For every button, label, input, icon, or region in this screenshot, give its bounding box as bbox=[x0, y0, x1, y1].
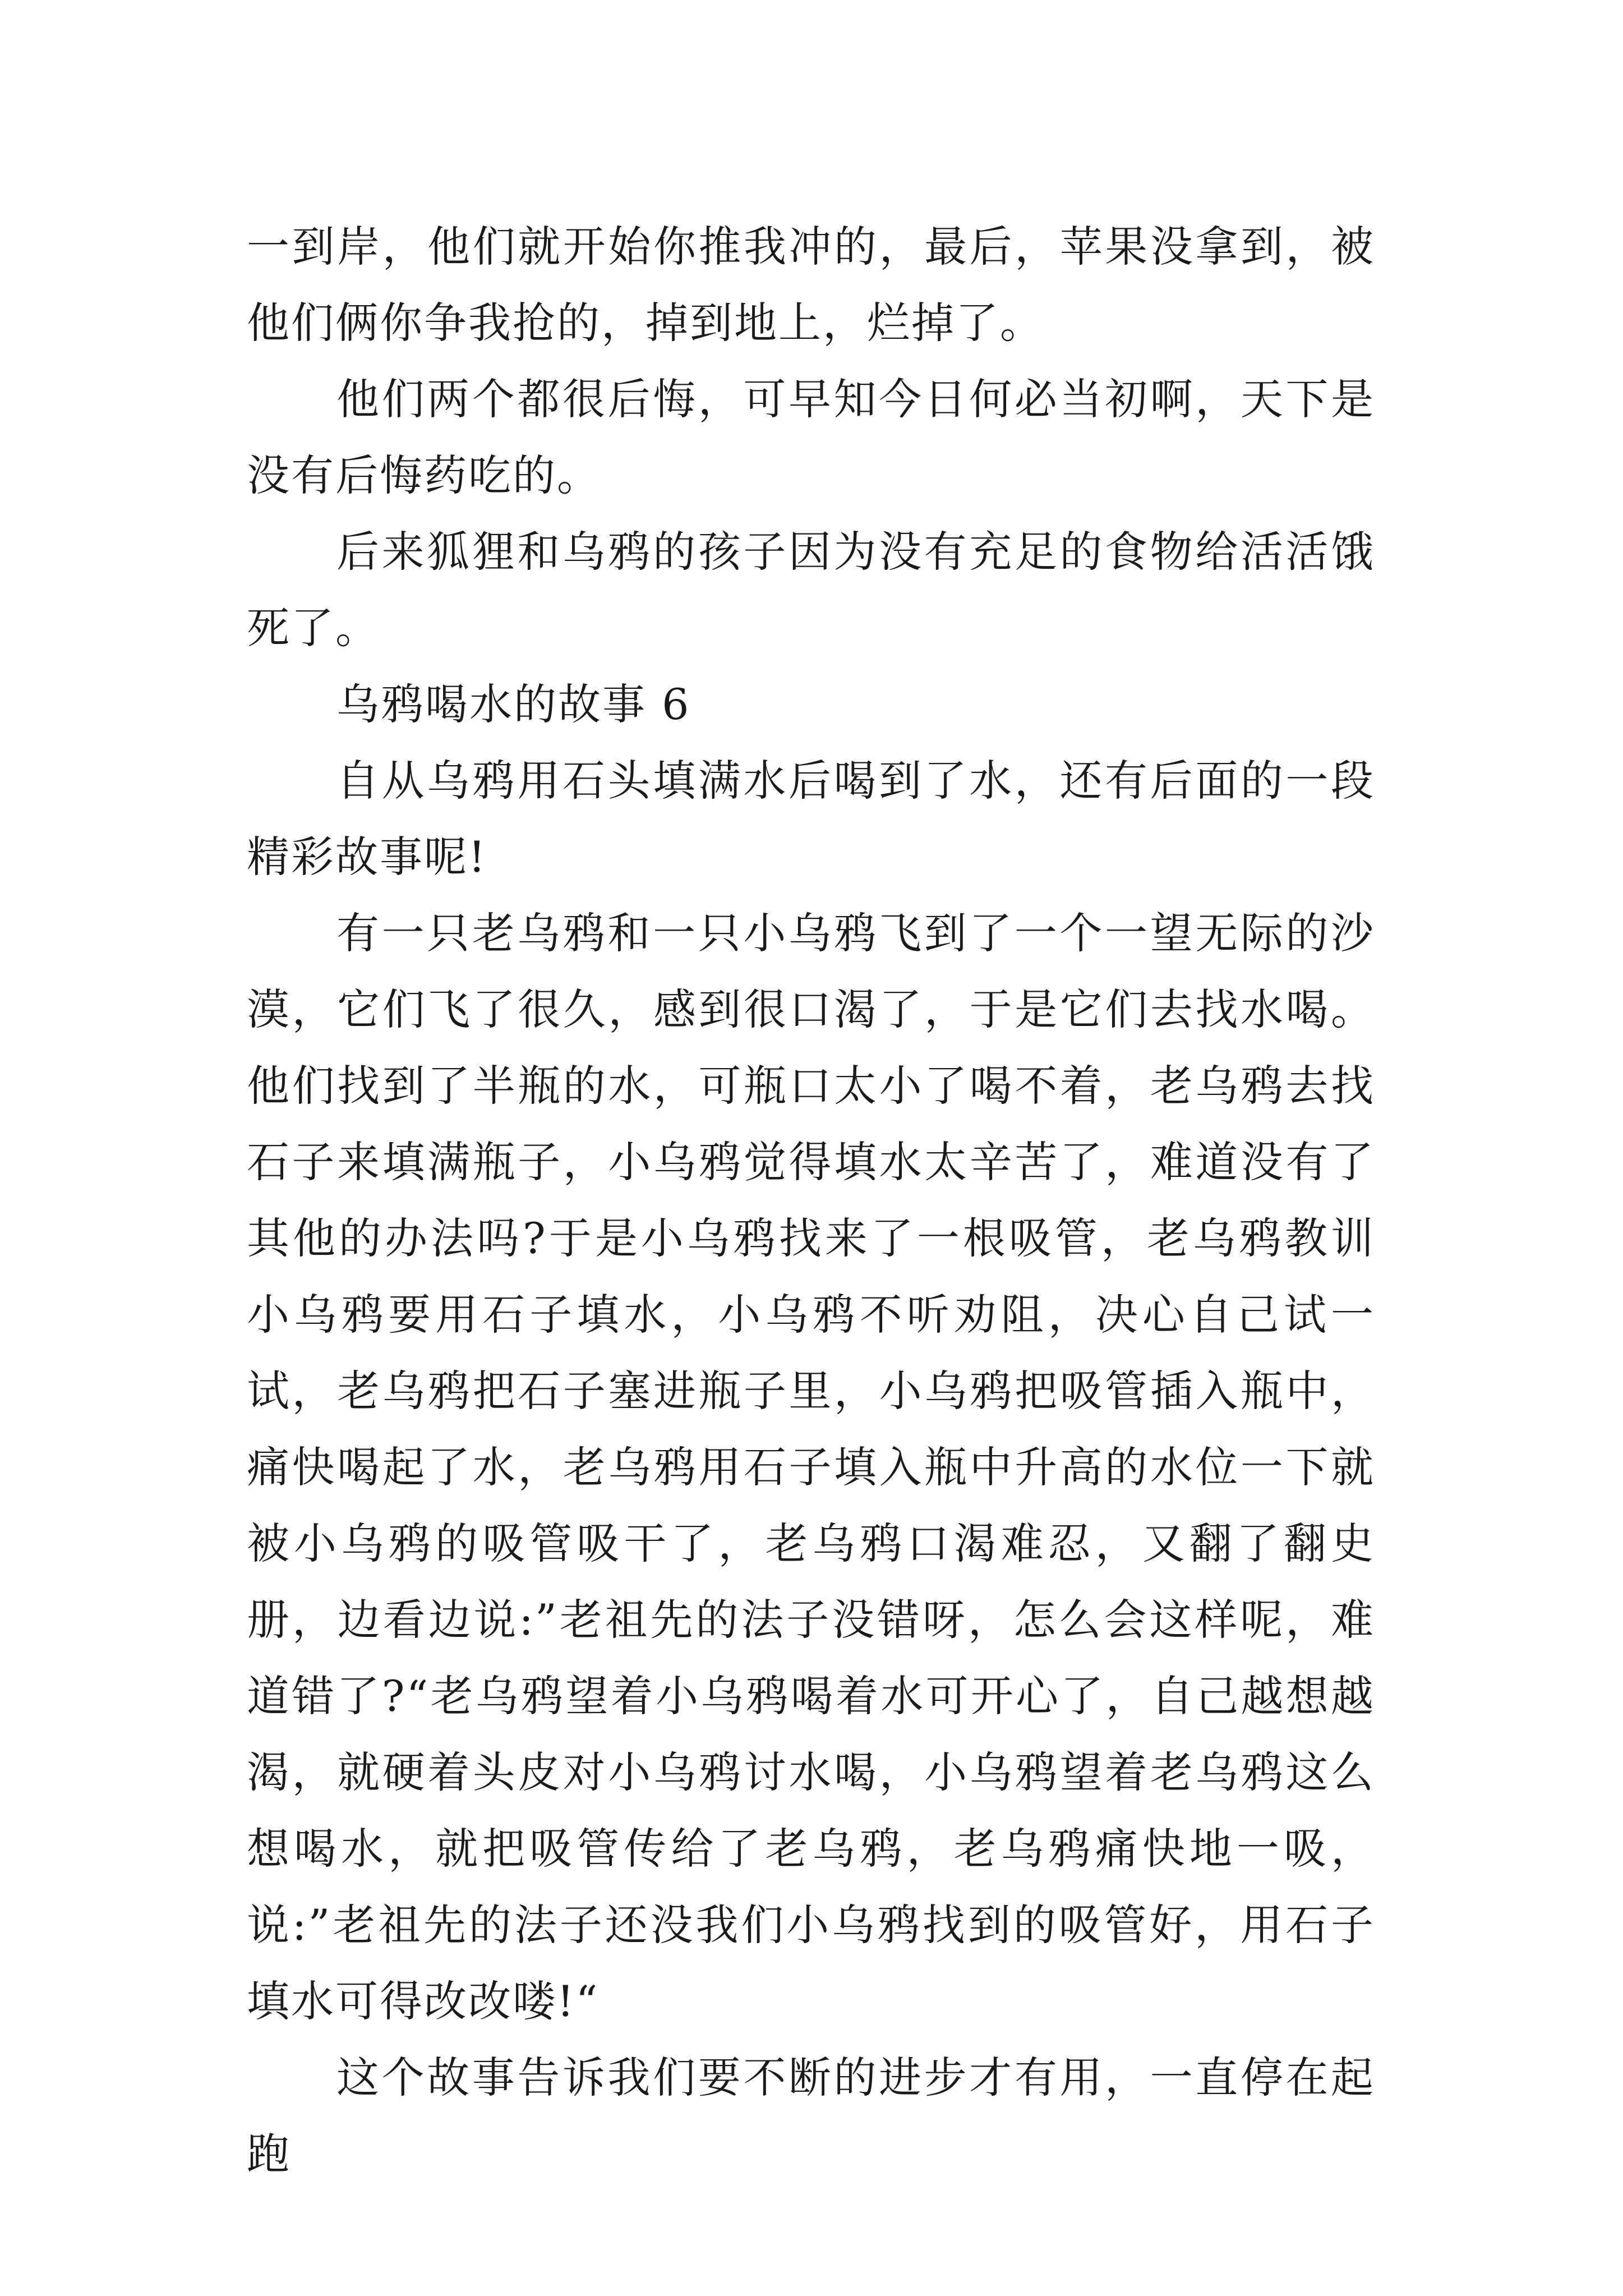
paragraph: 一到岸，他们就开始你推我冲的，最后，苹果没拿到，被他们俩你争我抢的，掉到地上，烂掉了。 bbox=[247, 222, 1375, 348]
paragraph: 有一只老乌鸦和一只小乌鸦飞到了一个一望无际的沙漠，它们飞了很久，感到很口渴了，于是它们去找水喝。他们找到了半瓶的水，可瓶口太小了喝不着，老乌鸦去找石子来填满瓶子，小乌鸦觉得填水太辛苦了，难道没有了其他的办法吗?于是小乌鸦找来了一根吸管，老乌鸦教训小乌鸦要用石子填水，小乌鸦不听劝阻，决心自己试一试，老乌鸦把石子塞进瓶子里，小乌鸦把吸管插入瓶中，痛快喝起了水，老乌鸦用石子填入瓶中升高的水位一下就被小乌鸦的吸管吸干了，老乌鸦口渴难忍，又翻了翻史册，边看边说:”老祖先的法子没错呀，怎么会这样呢，难道错了?“老乌鸦望着小乌鸦喝着水可开心了，自己越想越渴，就硬着头皮对小乌鸦讨水喝，小乌鸦望着老乌鸦这么想喝水，就把吸管传给了老乌鸦，老乌鸦痛快地一吸，说:”老祖先的法子还没我们小乌鸦找到的吸管好，用石子填水可得改改喽!“ bbox=[247, 908, 1375, 2026]
paragraph: 自从乌鸦用石头填满水后喝到了水，还有后面的一段精彩故事呢! bbox=[247, 756, 1375, 882]
paragraph: 后来狐狸和乌鸦的孩子因为没有充足的食物给活活饿死了。 bbox=[247, 527, 1375, 653]
paragraph: 他们两个都很后悔，可早知今日何必当初啊，天下是没有后悔药吃的。 bbox=[247, 374, 1375, 500]
section-heading: 乌鸦喝水的故事 6 bbox=[336, 679, 691, 729]
document-body bbox=[247, 209, 1375, 2192]
paragraph: 这个故事告诉我们要不断的进步才有用，一直停在起跑 bbox=[247, 2053, 1375, 2179]
